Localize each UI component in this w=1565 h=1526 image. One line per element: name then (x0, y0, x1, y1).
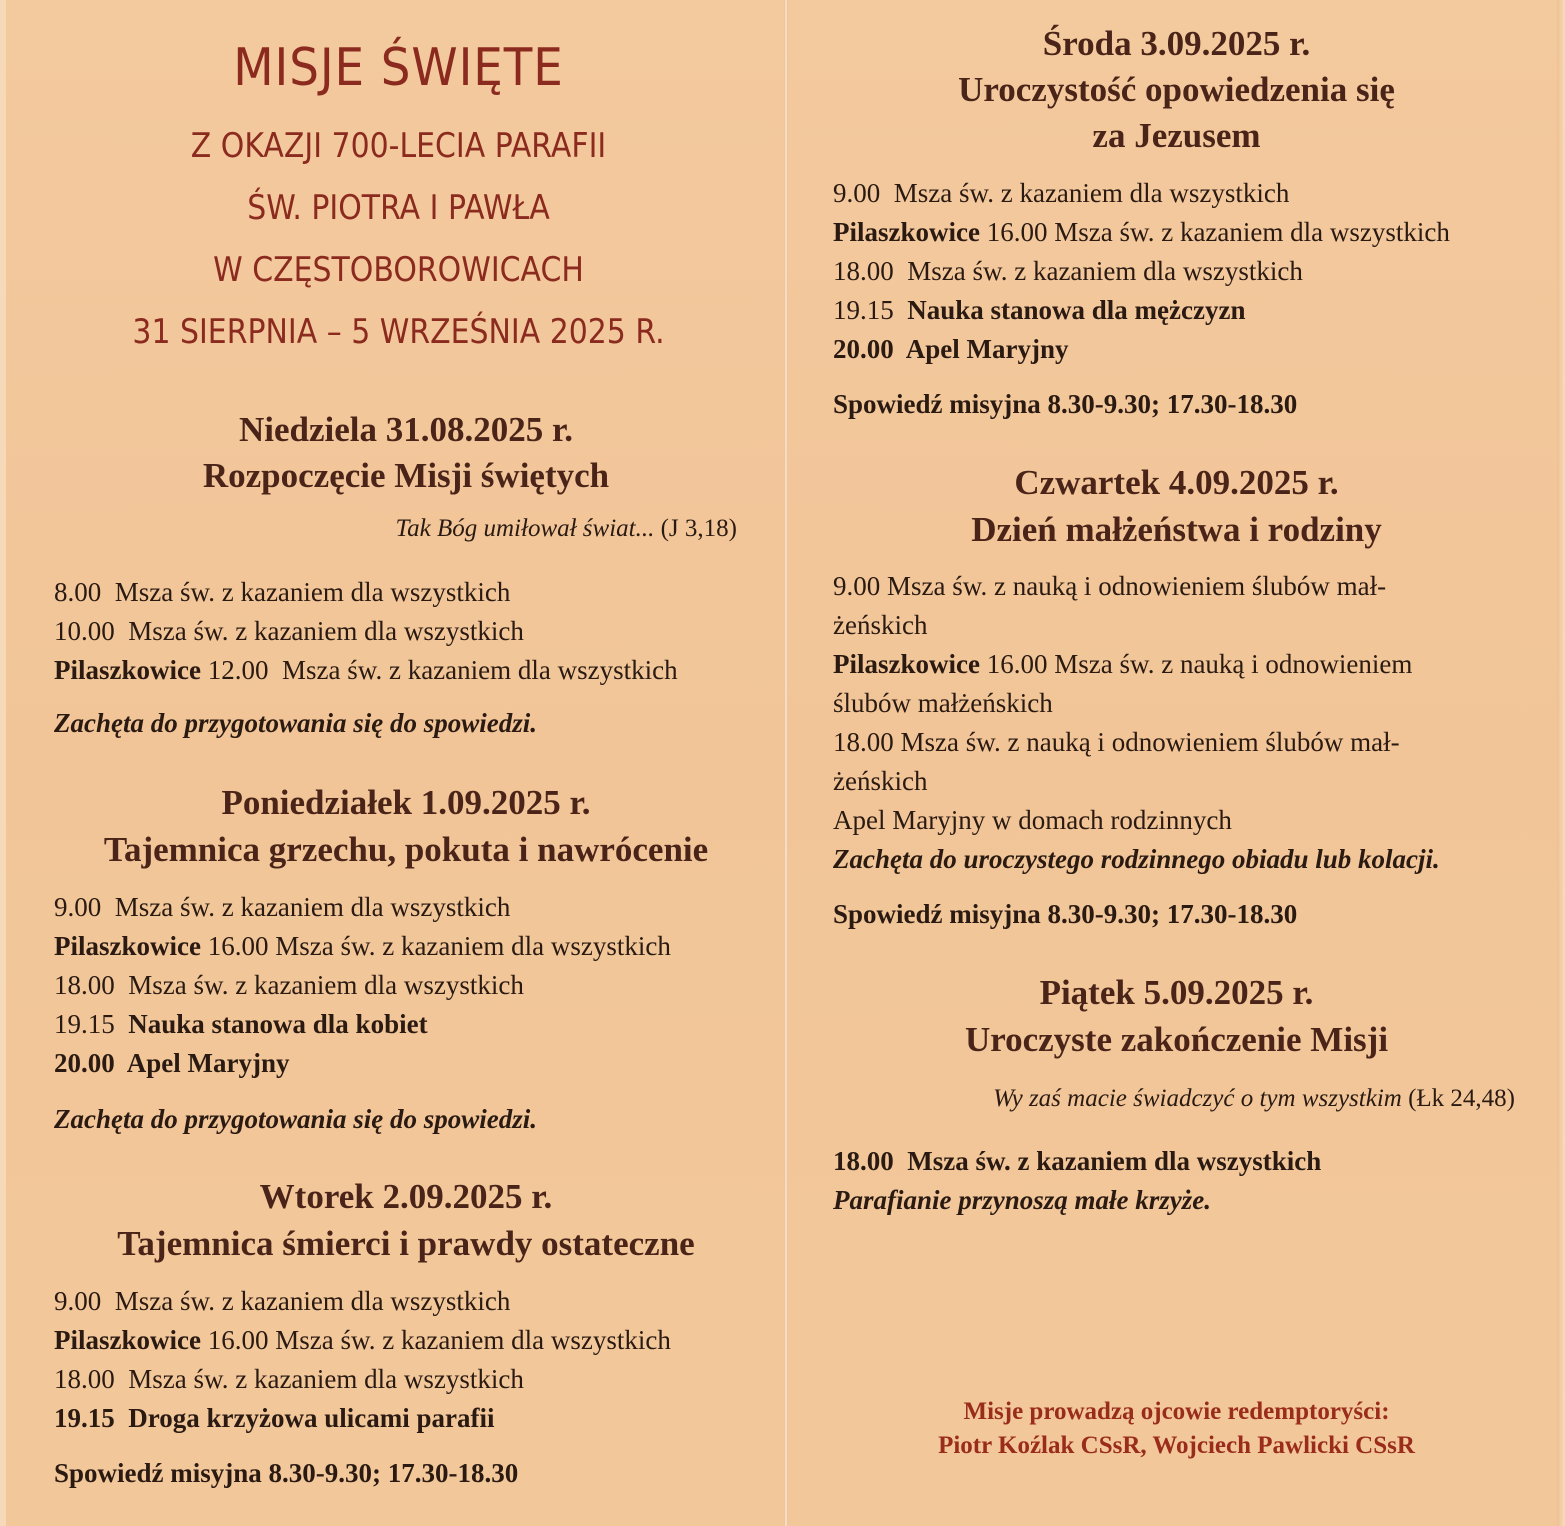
entry-text: Msza św. z kazaniem dla wszystkich (1054, 217, 1450, 247)
entry-time: 16.00 (207, 931, 269, 961)
entry-text: Msza św. z kazaniem dla wszystkich (275, 1325, 671, 1355)
day-theme-sunday: Rozpoczęcie Misji świętych (202, 456, 610, 495)
schedule-entry (54, 1050, 290, 1077)
schedule-entry (54, 972, 524, 999)
entry-time: 18.00 (833, 1146, 894, 1176)
subtitle-line: ŚW. PIOTRA I PAWŁA (247, 188, 550, 228)
entry-text: Msza św. z kazaniem dla wszystkich (275, 931, 671, 961)
entry-time: 18.00 (833, 256, 894, 286)
schedule-entry (833, 180, 1289, 207)
day-date-sunday: Niedziela 31.08.2025 r. (238, 410, 574, 449)
schedule-line: żeńskich (833, 610, 928, 640)
schedule-line: Apel Maryjny w domach rodzinnych (833, 805, 1232, 835)
entry-text: Msza św. z kazaniem dla wszystkich (907, 256, 1303, 286)
scripture-quote (993, 1085, 1515, 1113)
schedule-line: 9.00 Msza św. z nauką i odnowieniem ślubów mał- (833, 571, 1387, 601)
schedule-entry (54, 894, 510, 921)
entry-text: Apel Maryjny (905, 334, 1069, 364)
entry-location: Pilaszkowice (833, 217, 980, 247)
day-theme-thursday: Dzień małżeństwa i rodziny (971, 510, 1382, 549)
schedule-entry (54, 579, 510, 606)
entry-time: 16.00 (207, 1325, 269, 1355)
confession-hours: Spowiedź misyjna 8.30-9.30; 17.30-18.30 (54, 1458, 519, 1488)
date-range: 31 SIERPNIA – 5 WRZEŚNIA 2025 R. (132, 312, 665, 352)
confession-hours: Spowiedź misyjna 8.30-9.30; 17.30-18.30 (833, 899, 1298, 929)
schedule-entry (833, 1148, 1321, 1175)
entry-text: Msza św. z kazaniem dla wszystkich (281, 655, 678, 685)
entry-text: Droga krzyżowa ulicami parafii (128, 1403, 495, 1433)
quote-text: Wy zaś macie świadczyć o tym wszystkim (993, 1085, 1402, 1112)
schedule-line: ślubów małżeńskich (833, 688, 1053, 718)
main-title: MISJE ŚWIĘTE (233, 38, 564, 98)
scripture-quote (396, 515, 737, 543)
day-note: Parafianie przynoszą małe krzyże. (833, 1185, 1211, 1215)
day-note: Zachęta do przygotowania się do spowiedzi. (54, 708, 538, 738)
entry-location: Pilaszkowice (833, 649, 980, 679)
day-theme-tuesday: Tajemnica śmierci i prawdy ostateczne (117, 1224, 695, 1263)
entry-text: 16.00 Msza św. z nauką i odnowieniem (986, 649, 1413, 679)
quote-reference: (J 3,18) (660, 515, 737, 542)
entry-text: Msza św. z kazaniem dla wszystkich (128, 970, 524, 1000)
entry-time: 19.15 (54, 1403, 115, 1433)
schedule-entry (833, 336, 1069, 363)
day-theme-friday: Uroczyste zakończenie Misji (964, 1020, 1389, 1059)
quote-reference: (Łk 24,48) (1408, 1085, 1515, 1112)
schedule-entry (54, 618, 524, 645)
entry-text: Nauka stanowa dla kobiet (128, 1009, 428, 1039)
entry-text: Msza św. z kazaniem dla wszystkich (128, 1364, 524, 1394)
schedule-entry (833, 651, 1412, 678)
entry-time: 16.00 (986, 217, 1048, 247)
entry-time: 8.00 (54, 577, 102, 607)
entry-text: Nauka stanowa dla mężczyzn (907, 295, 1246, 325)
entry-text: Apel Maryjny (126, 1048, 290, 1078)
entry-text: Msza św. z kazaniem dla wszystkich (114, 892, 511, 922)
entry-text: Msza św. z kazaniem dla wszystkich (114, 577, 511, 607)
schedule-entry (54, 1327, 671, 1354)
entry-time: 10.00 (54, 616, 115, 646)
right-page (788, 0, 1565, 1526)
entry-time: 9.00 (54, 892, 102, 922)
day-theme-wednesday-cont: za Jezusem (1092, 116, 1261, 155)
footer-missionaries-names: Piotr Koźlak CSsR, Wojciech Pawlicki CSsR (938, 1432, 1415, 1459)
entry-time: 20.00 (833, 334, 894, 364)
schedule-entry (833, 297, 1246, 324)
entry-location: Pilaszkowice (54, 931, 201, 961)
schedule-entry (54, 1011, 428, 1038)
page-edge (1557, 0, 1565, 1526)
entry-time: 19.15 (54, 1009, 115, 1039)
day-date-thursday: Czwartek 4.09.2025 r. (1014, 463, 1339, 502)
schedule-entry (833, 258, 1303, 285)
entry-text: Msza św. z kazaniem dla wszystkich (128, 616, 524, 646)
footer-missionaries-label: Misje prowadzą ojcowie redemptoryści: (963, 1398, 1390, 1425)
day-date-tuesday: Wtorek 2.09.2025 r. (259, 1177, 553, 1216)
entry-time: 20.00 (54, 1048, 115, 1078)
entry-location: Pilaszkowice (54, 655, 201, 685)
entry-time: 9.00 (54, 1286, 102, 1316)
schedule-line: żeńskich (833, 766, 928, 796)
day-date-wednesday: Środa 3.09.2025 r. (1042, 24, 1311, 63)
confession-hours: Spowiedź misyjna 8.30-9.30; 17.30-18.30 (833, 389, 1298, 419)
entry-text: Msza św. z kazaniem dla wszystkich (114, 1286, 511, 1316)
day-note: Zachęta do uroczystego rodzinnego obiadu lub kolacji. (833, 844, 1440, 874)
subtitle-line: W CZĘSTOBOROWICACH (213, 250, 584, 290)
schedule-entry (54, 1288, 510, 1315)
schedule-entry (54, 1405, 494, 1432)
schedule-entry (54, 1366, 524, 1393)
entry-time: 12.00 (207, 655, 269, 685)
entry-time: 9.00 (833, 178, 881, 208)
entry-text: Msza św. z kazaniem dla wszystkich (907, 1146, 1322, 1176)
entry-text: Msza św. z kazaniem dla wszystkich (893, 178, 1290, 208)
day-date-monday: Poniedziałek 1.09.2025 r. (221, 783, 591, 822)
day-theme-monday: Tajemnica grzechu, pokuta i nawrócenie (103, 830, 709, 869)
entry-location: Pilaszkowice (54, 1325, 201, 1355)
entry-time: 18.00 (54, 970, 115, 1000)
day-theme-wednesday: Uroczystość opowiedzenia się (958, 70, 1395, 109)
schedule-entry (54, 657, 678, 684)
subtitle-line: Z OKAZJI 700-LECIA PARAFII (190, 126, 607, 166)
day-note: Zachęta do przygotowania się do spowiedzi. (54, 1104, 538, 1134)
schedule-line: 18.00 Msza św. z nauką i odnowieniem ślubów mał- (833, 727, 1400, 757)
entry-time: 19.15 (833, 295, 894, 325)
day-date-friday: Piątek 5.09.2025 r. (1039, 973, 1314, 1012)
entry-time: 18.00 (54, 1364, 115, 1394)
schedule-entry (833, 219, 1450, 246)
quote-text: Tak Bóg umiłował świat... (395, 515, 655, 542)
schedule-entry (54, 933, 671, 960)
